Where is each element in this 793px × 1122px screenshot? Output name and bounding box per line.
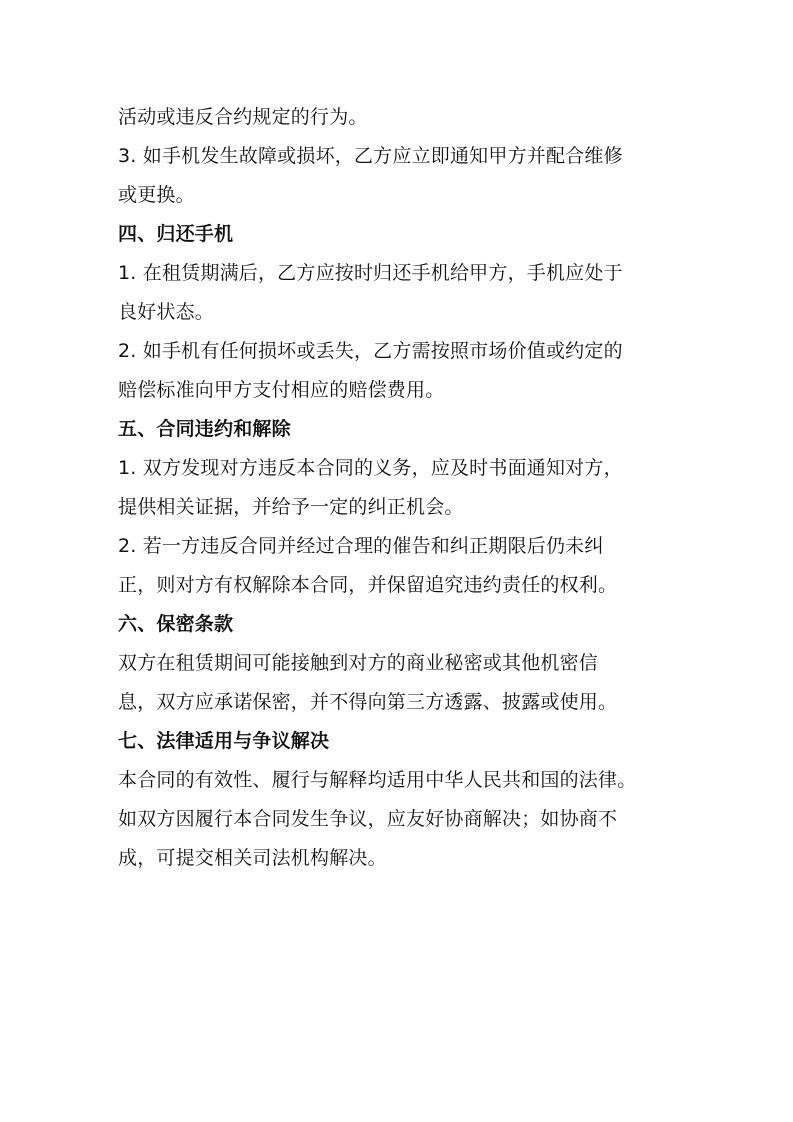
paragraph <box>118 644 698 722</box>
paragraph-line: 1. 双方发现对方违反本合同的义务，应及时书面通知对方， <box>118 457 623 479</box>
paragraph-line: 2. 如手机有任何损坏或丢失，乙方需按照市场价值或约定的 <box>118 340 623 362</box>
heading-text: 七、法律适用与争议解决 <box>118 730 330 752</box>
paragraph-line: 3. 如手机发生故障或损坏，乙方应立即通知甲方并配合维修 <box>118 145 623 167</box>
section-heading <box>118 722 698 761</box>
paragraph <box>118 527 698 605</box>
paragraph <box>118 98 698 137</box>
section-heading <box>118 605 698 644</box>
paragraph-line: 1. 在租赁期满后，乙方应按时归还手机给甲方，手机应处于 <box>118 262 623 284</box>
paragraph-line: 2. 若一方违反合同并经过合理的催告和纠正期限后仍未纠 <box>118 535 604 557</box>
paragraph <box>118 137 698 215</box>
heading-text: 四、归还手机 <box>118 223 234 245</box>
paragraph <box>118 254 698 332</box>
paragraph-line: 提供相关证据，并给予一定的纠正机会。 <box>118 496 464 518</box>
paragraph <box>118 761 698 878</box>
paragraph-line: 活动或违反合约规定的行为。 <box>118 106 368 128</box>
paragraph <box>118 332 698 410</box>
paragraph-line: 赔偿标准向甲方支付相应的赔偿费用。 <box>118 379 445 401</box>
section-heading <box>118 410 698 449</box>
paragraph-line: 如双方因履行本合同发生争议，应友好协商解决；如协商不 <box>118 808 618 830</box>
heading-text: 五、合同违约和解除 <box>118 418 291 440</box>
heading-text: 六、保密条款 <box>118 613 234 635</box>
paragraph-line: 或更换。 <box>118 184 195 206</box>
paragraph-line: 正，则对方有权解除本合同，并保留追究违约责任的权利。 <box>118 574 618 596</box>
section-heading <box>118 215 698 254</box>
paragraph-line: 成，可提交相关司法机构解决。 <box>118 847 387 869</box>
paragraph-line: 息，双方应承诺保密，并不得向第三方透露、披露或使用。 <box>118 691 618 713</box>
document-page <box>118 98 698 878</box>
paragraph-line: 良好状态。 <box>118 301 215 323</box>
paragraph <box>118 449 698 527</box>
paragraph-line: 本合同的有效性、履行与解释均适用中华人民共和国的法律。 <box>118 769 637 791</box>
paragraph-line: 双方在租赁期间可能接触到对方的商业秘密或其他机密信 <box>118 652 599 674</box>
